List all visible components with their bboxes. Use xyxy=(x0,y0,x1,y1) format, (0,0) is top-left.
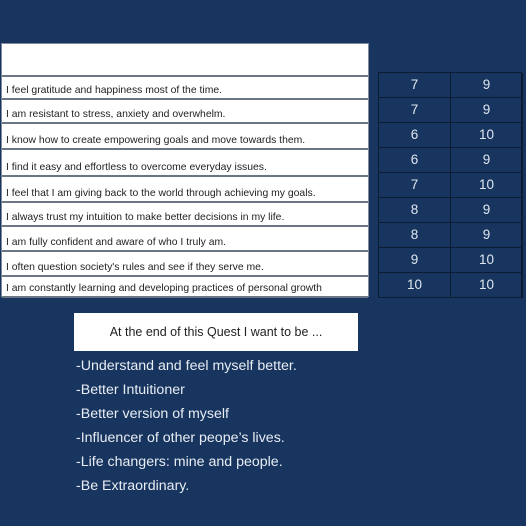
wish-item: -Understand and feel myself better. xyxy=(76,358,297,374)
score-before-cell: 7 xyxy=(379,98,451,123)
statement-row: I am resistant to stress, anxiety and overwhelm. xyxy=(2,100,368,124)
statement-row: I often question society's rules and see if they serve me. xyxy=(2,252,368,277)
score-after-cell: 9 xyxy=(451,223,523,248)
score-after-cell: 9 xyxy=(451,148,523,173)
statements-header-row xyxy=(2,44,368,77)
score-after-cell: 9 xyxy=(451,98,523,123)
score-before-cell: 10 xyxy=(379,273,451,298)
score-after-cell: 10 xyxy=(451,173,523,198)
score-after-cell: 10 xyxy=(451,248,523,273)
score-after-cell: 10 xyxy=(451,123,523,148)
score-before-cell: 6 xyxy=(379,148,451,173)
statements-table xyxy=(1,43,369,297)
wish-item: -Better version of myself xyxy=(76,406,229,422)
score-before-cell: 8 xyxy=(379,198,451,223)
score-before-cell: 8 xyxy=(379,223,451,248)
score-before-cell: 7 xyxy=(379,73,451,98)
statement-row: I always trust my intuition to make better decisions in my life. xyxy=(2,203,368,227)
score-after-cell: 10 xyxy=(451,273,523,298)
score-before-cell: 7 xyxy=(379,173,451,198)
wish-item: -Better Intuitioner xyxy=(76,382,185,398)
quest-title-box xyxy=(74,313,358,351)
score-before-cell: 6 xyxy=(379,123,451,148)
statement-row: I am constantly learning and developing practices of personal growth xyxy=(2,277,368,298)
score-after-cell: 9 xyxy=(451,73,523,98)
statement-row: I know how to create empowering goals and move towards them. xyxy=(2,124,368,150)
quest-title: At the end of this Quest I want to be ... xyxy=(109,325,323,339)
statement-row: I feel that I am giving back to the world through achieving my goals. xyxy=(2,177,368,203)
statement-row: I find it easy and effortless to overcome everyday issues. xyxy=(2,150,368,177)
statement-row: I am fully confident and aware of who I truly am. xyxy=(2,227,368,252)
wish-item: -Be Extraordinary. xyxy=(76,478,190,494)
wish-list xyxy=(76,356,297,500)
scores-table xyxy=(378,72,522,298)
score-before-cell: 9 xyxy=(379,248,451,273)
wish-item: -Influencer of other peope’s lives. xyxy=(76,430,285,446)
statement-row: I feel gratitude and happiness most of the time. xyxy=(2,77,368,100)
score-after-cell: 9 xyxy=(451,198,523,223)
wish-item: -Life changers: mine and people. xyxy=(76,454,283,470)
